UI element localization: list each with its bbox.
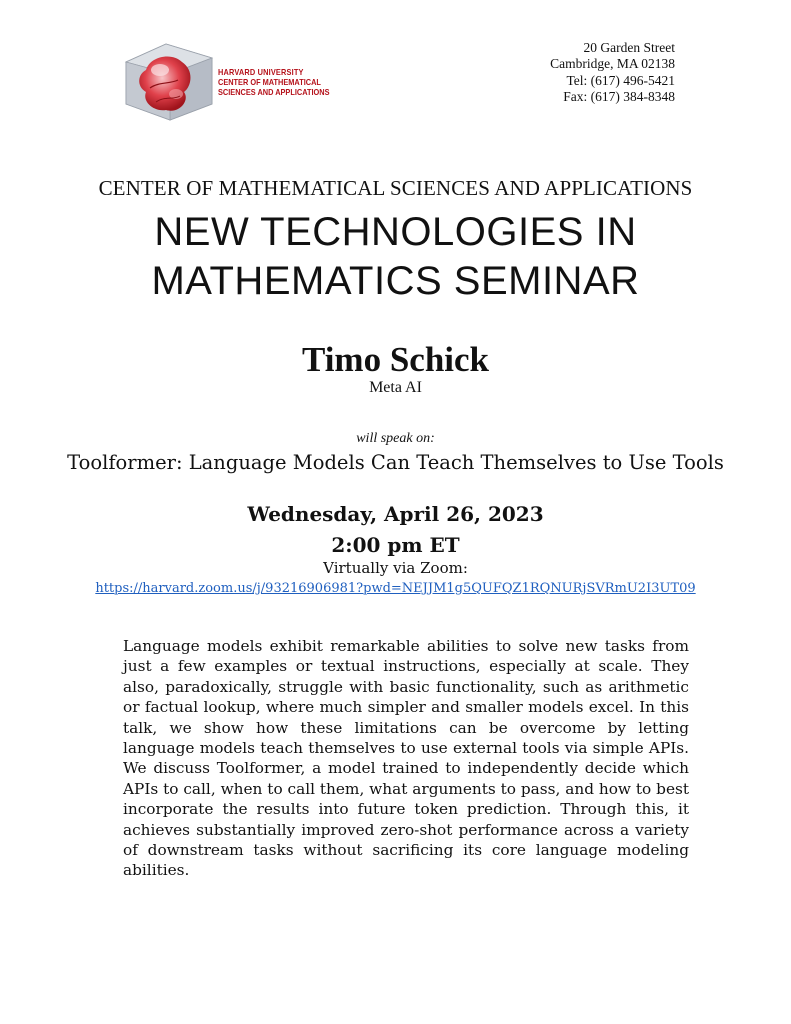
event-date: Wednesday, April 26, 2023 xyxy=(247,502,544,526)
cube-sphere-logo-icon xyxy=(120,40,218,122)
will-speak-label: will speak on: xyxy=(356,431,435,446)
address-block xyxy=(550,40,675,105)
center-name-heading: CENTER OF MATHEMATICAL SCIENCES AND APPLICATIONS xyxy=(98,176,693,200)
address-street: 20 Garden Street xyxy=(583,40,675,55)
address-fax: Fax: (617) 384-8348 xyxy=(563,88,675,104)
seminar-title-line-1: NEW TECHNOLOGIES IN xyxy=(154,210,637,254)
abstract-paragraph: Language models exhibit remarkable abilities to solve new tasks from just a few examples or textual instructions, especially at scale. They also, paradoxically, struggle with basic functionality, such as arithmetic or factual lookup, where much simpler and smaller models excel. In this talk, we show how these limitations can be overcome by letting language models teach themselves to use external tools via simple APIs. We discuss Toolformer, a model trained to independently decide which APIs to call, when to call them, what arguments to pass, and how to best incorporate the results into future token prediction. Through this, it achieves substantially improved zero-shot performance across a variety of downstream tasks without sacrificing its core language modeling abilities. xyxy=(123,637,689,880)
logo-line-2: SCIENCES AND APPLICATIONS xyxy=(218,87,330,97)
speaker-affiliation: Meta AI xyxy=(369,379,422,396)
event-venue: Virtually via Zoom: xyxy=(323,559,468,577)
speaker-name: Timo Schick xyxy=(301,340,490,379)
event-time: 2:00 pm ET xyxy=(331,533,460,557)
logo-line-1: CENTER OF MATHEMATICAL xyxy=(218,77,321,87)
logo-university: HARVARD UNIVERSITY xyxy=(218,67,304,77)
talk-title: Toolformer: Language Models Can Teach Themselves to Use Tools xyxy=(67,451,724,474)
address-tel: Tel: (617) 496-5421 xyxy=(566,72,675,88)
seminar-title-line-2: MATHEMATICS SEMINAR xyxy=(151,259,640,303)
address-city: Cambridge, MA 02138 xyxy=(550,56,675,72)
zoom-link[interactable]: https://harvard.zoom.us/j/93216906981?pwd=NEJJM1g5QUFQZ1RQNURjSVRmU2I3UT09 xyxy=(95,581,696,596)
cmsa-logo xyxy=(120,40,340,122)
logo-wordmark xyxy=(218,67,330,97)
seminar-title xyxy=(0,208,791,306)
